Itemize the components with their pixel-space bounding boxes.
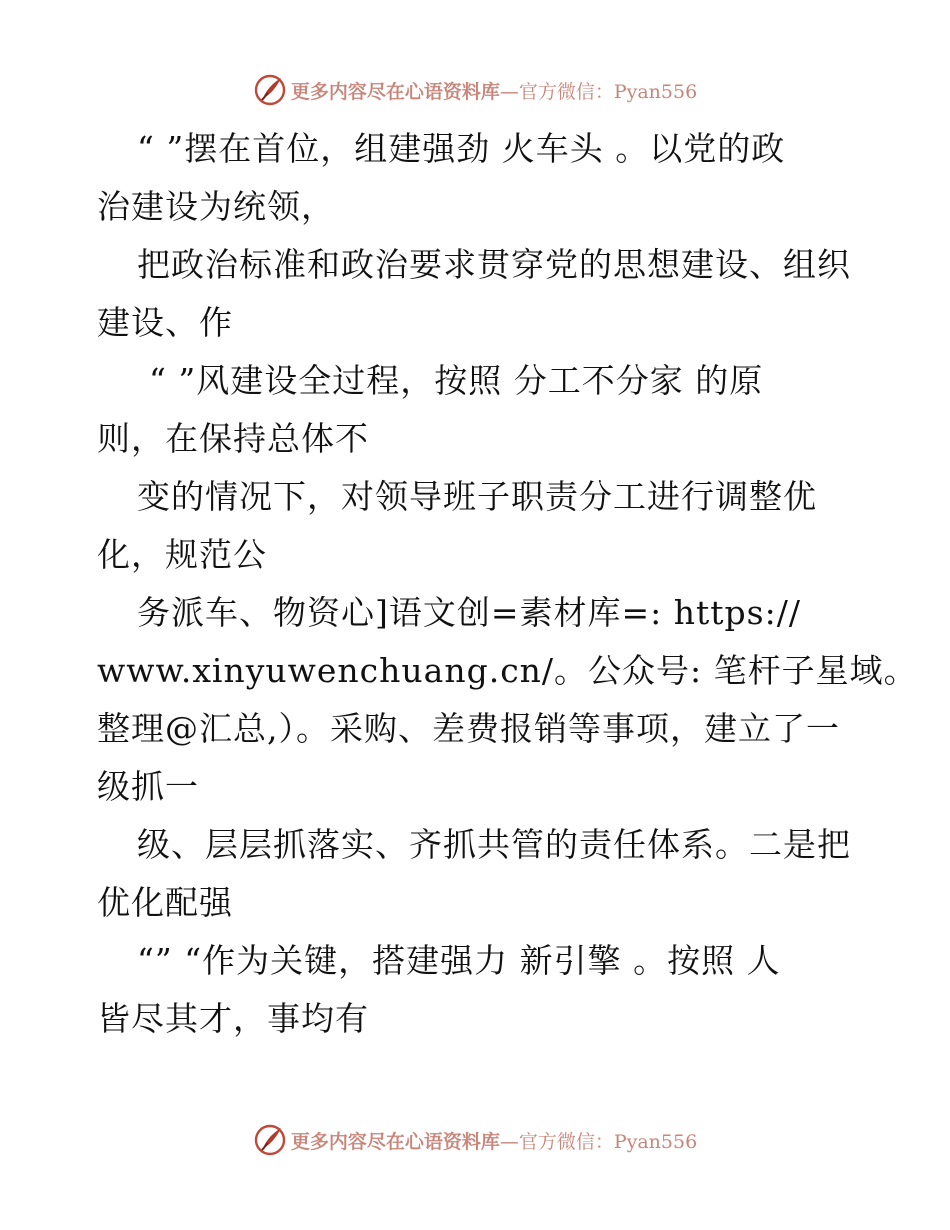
body-line: 化，规范公	[97, 535, 267, 574]
header-banner	[0, 70, 950, 110]
footer-banner	[0, 1120, 950, 1160]
body-line: 整理@汇总,）。采购、差费报销等事项，建立了一	[97, 709, 840, 748]
body-line: 则，在保持总体不	[97, 419, 369, 458]
feather-pen-seal-icon	[253, 73, 287, 107]
header-separator: —	[499, 80, 519, 103]
body-line: 级抓一	[97, 767, 199, 806]
footer-brand-text: 更多内容尽在心语资料库	[290, 1130, 500, 1153]
body-line: 变的情况下，对领导班子职责分工进行调整优	[137, 477, 817, 516]
footer-banner-text	[291, 1127, 697, 1154]
footer-separator: —	[499, 1130, 519, 1153]
document-body	[97, 120, 918, 1048]
footer-account-text: 官方微信：Pyan556	[518, 1130, 698, 1153]
body-line: 级、层层抓落实、齐抓共管的责任体系。二是把	[137, 825, 851, 864]
header-account-text: 官方微信：Pyan556	[518, 80, 698, 103]
body-line: “ ”风建设全过程，按照 分工不分家 的原	[149, 361, 764, 400]
body-line: “” “作为关键，搭建强力 新引擎 。按照 人	[137, 941, 781, 980]
feather-pen-seal-icon	[253, 1123, 287, 1157]
body-line: “ ”摆在首位，组建强劲 火车头 。以党的政	[137, 129, 786, 168]
body-line: 建设、作	[97, 303, 233, 342]
header-banner-text	[291, 77, 697, 104]
body-line: 务派车、物资心]语文创=素材库=: https://	[137, 593, 801, 632]
body-line: 优化配强	[97, 883, 233, 922]
header-brand-text: 更多内容尽在心语资料库	[290, 80, 500, 103]
body-line: 治建设为统领，	[97, 187, 335, 226]
body-line: www.xinyuwenchuang.cn/。公众号: 笔杆子星域。	[97, 651, 918, 690]
body-line: 皆尽其才，事均有	[97, 999, 369, 1038]
body-line: 把政治标准和政治要求贯穿党的思想建设、组织	[137, 245, 851, 284]
